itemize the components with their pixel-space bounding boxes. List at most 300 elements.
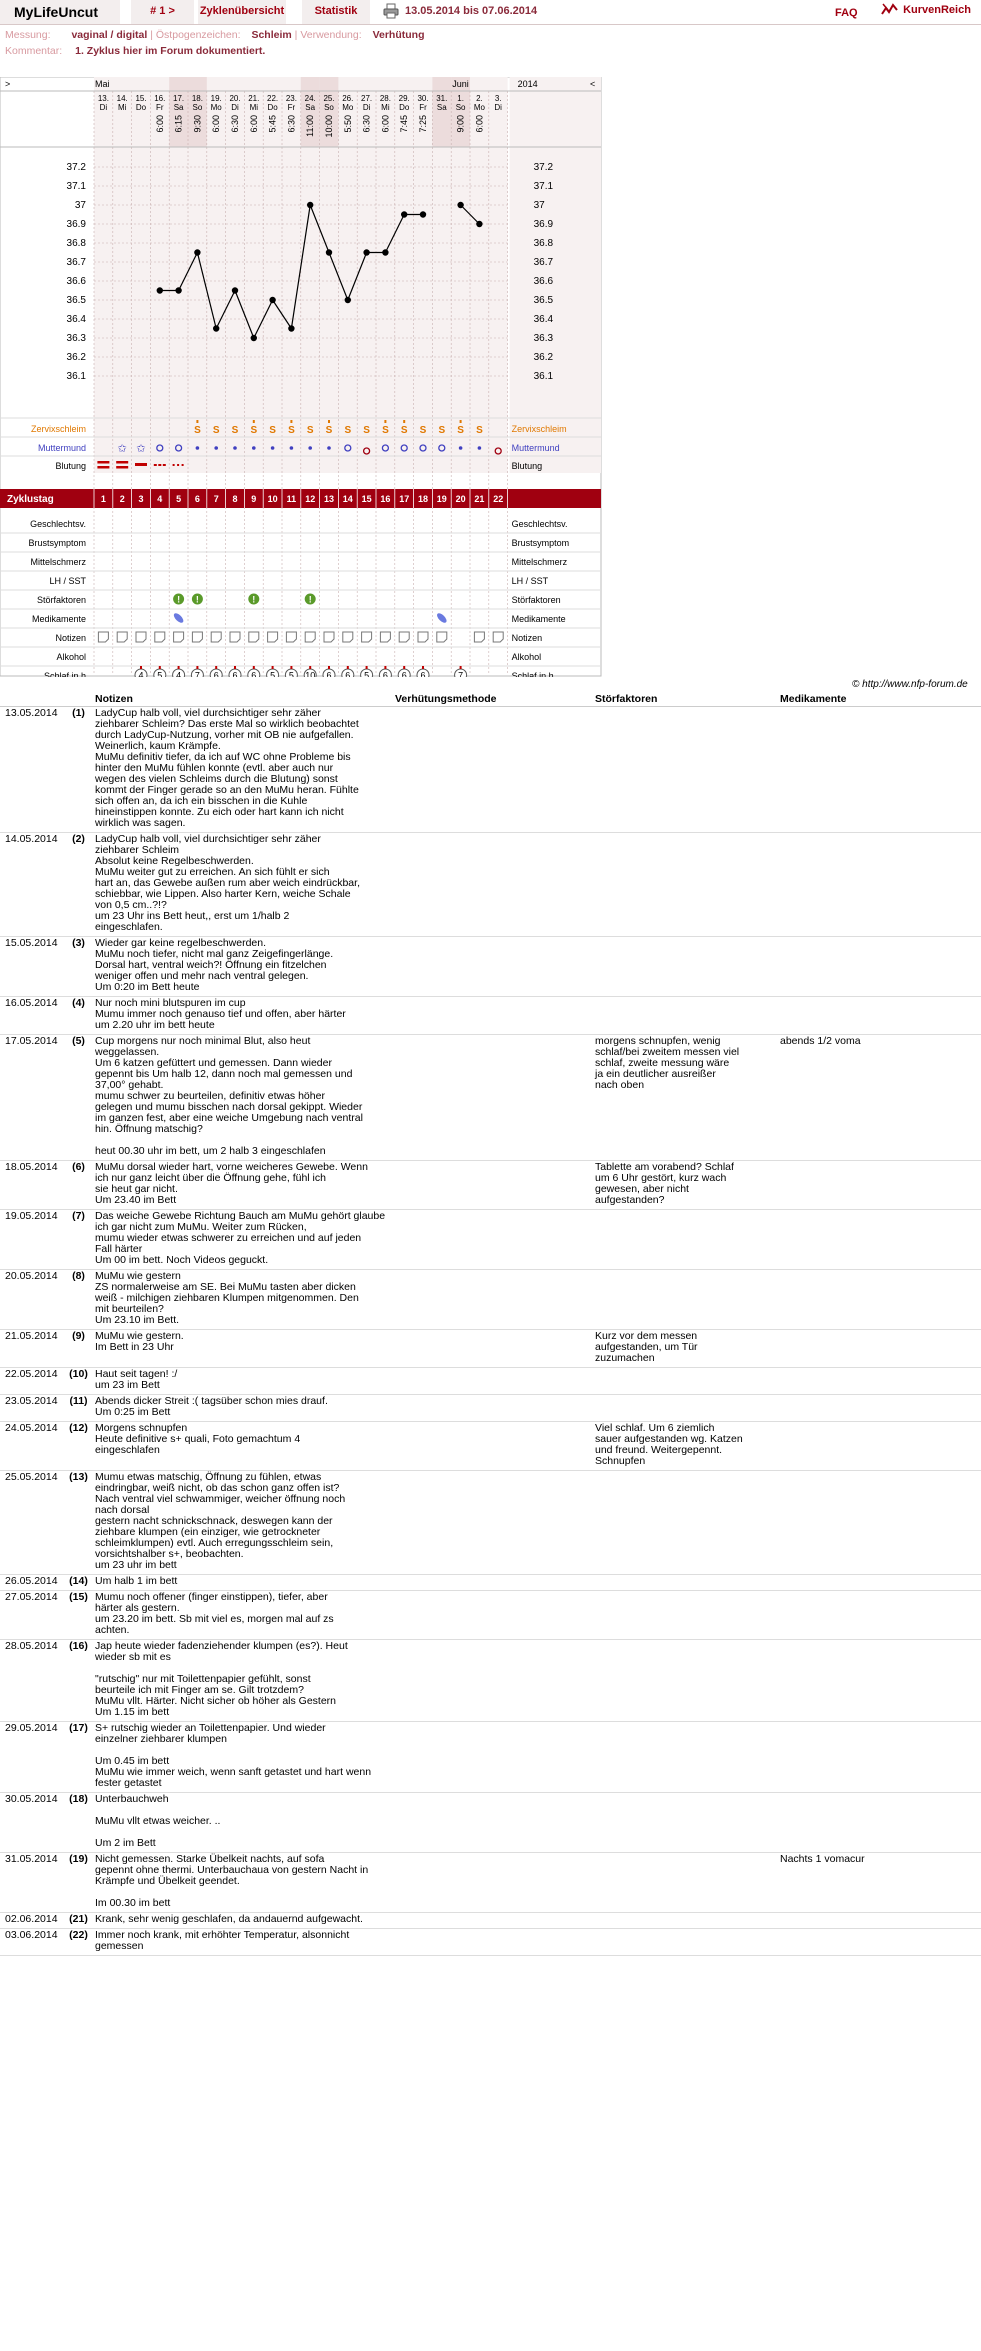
row-label-cervix-right: Muttermund [511,443,560,453]
weekday-label: So [192,103,203,112]
note-date: 13.05.2014 [0,707,65,833]
note-contraception [392,937,592,997]
cycle-day-number: 13 [323,494,335,504]
cervix-star-mark: ✩ [136,443,146,455]
y-tick-label-right: 36.9 [533,219,554,230]
notes-row [0,1270,981,1330]
weekday-label: So [324,103,334,112]
cervix-closed-mark [478,446,482,450]
note-text: Krank, sehr wenig geschlafen, da andauernd aufgewacht. [92,1913,392,1929]
weekday-label: Di [362,103,371,112]
note-disturbance [592,1471,777,1575]
y-tick-label: 36.9 [66,219,86,230]
note-cycle-day: (21) [65,1913,92,1929]
note-contraception [392,1270,592,1330]
y-tick-label: 36.7 [66,257,86,268]
note-medication [777,1591,981,1640]
note-disturbance [592,1722,777,1793]
note-medication [777,1640,981,1722]
cervical-mucus-mark: S [288,425,295,436]
note-cycle-day: (6) [65,1161,92,1210]
weekday-label: Mi [117,103,127,112]
temperature-point [476,221,482,227]
cycle-day-number: 14 [342,494,353,504]
measure-time: 7:25 [418,115,428,133]
notes-row [0,1330,981,1368]
row-label-right: Schlaf in h [511,671,554,677]
weekend-shade [169,77,188,147]
y-tick-label-right: 37 [533,200,545,211]
y-tick-label: 36.6 [66,276,86,287]
note-text: MuMu dorsal wieder hart, vorne weicheres Gewebe. Wenn ich nur ganz leicht über die Öffnung gehe, fühl ich sie heut gar nicht. Um 23.40 im Bett [92,1161,392,1210]
bleeding-bar [97,466,109,469]
measure-time: 5:50 [342,115,353,133]
day-number: 23. [285,94,297,103]
note-icon [286,632,296,642]
note-date: 16.05.2014 [0,997,65,1035]
note-date: 25.05.2014 [0,1471,65,1575]
cervical-mucus-mark: S [457,425,464,436]
note-contraception [392,707,592,833]
measure-time: 9:00 [455,115,466,133]
temperature-point [288,325,294,331]
cycle-day-number: 17 [399,494,410,504]
sleep-hours: 6 [232,670,238,677]
measure-time: 7:45 [399,115,410,133]
bleeding-dot [173,464,175,466]
cycle-day-number: 11 [286,494,297,504]
measure-time: 6:30 [361,115,372,133]
day-number: 26. [342,94,354,103]
cervical-mucus-mark: S [419,425,427,436]
temperature-point [213,325,219,331]
notes-row [0,1929,981,1956]
row-label-right: Medikamente [511,614,566,624]
note-text: Unterbauchweh MuMu vllt etwas weicher. .. Um 2 im Bett [92,1793,392,1853]
note-date: 22.05.2014 [0,1368,65,1395]
note-cycle-day: (17) [65,1722,92,1793]
weekday-label: Sa [173,103,184,112]
cycle-day-number: 1 [100,494,106,504]
note-cycle-day: (14) [65,1575,92,1591]
note-text: Wieder gar keine regelbeschwerden. MuMu noch tiefer, nicht mal ganz Zeigefingerlänge. Dorsal hart, ventral weich?! Öffnung ein fitzelchen weniger offen und mehr nach ventral gelegen. Um 0:20 im Bett heute [92,937,392,997]
day-number: 21. [248,94,260,103]
sleep-hours: 5 [157,670,163,677]
notes-column-header [65,692,92,707]
cervix-closed-mark [214,446,218,450]
weekday-label: Mi [381,103,390,112]
measure-time: 6:30 [230,115,240,133]
cycle-day-number: 9 [251,494,257,504]
weekday-label: Do [267,103,278,112]
day-number: 24. [304,94,316,103]
sleep-hours: 5 [364,670,370,677]
cervical-mucus-mark: S [438,425,446,436]
separator: | [294,29,298,41]
note-icon [136,632,146,642]
day-number: 29. [398,94,410,103]
note-disturbance [592,1270,777,1330]
y-tick-label: 36.5 [66,295,86,306]
notes-row [0,1640,981,1722]
note-disturbance: Tablette am vorabend? Schlaf um 6 Uhr gestört, kurz wach gewesen, aber nicht aufgestanden? [592,1161,777,1210]
bleeding-bar [135,463,147,466]
y-tick-label: 37.1 [66,181,86,192]
day-number: 3. [494,94,502,103]
weekday-label: Do [399,103,410,112]
y-tick-label: 36.1 [66,371,86,382]
temperature-point [345,297,351,303]
note-contraception [392,1161,592,1210]
notes-row [0,1368,981,1395]
sleep-hours: 7 [194,670,200,677]
note-medication [777,833,981,937]
cervical-mucus-mark: S [325,425,333,436]
note-text: MuMu wie gestern. Im Bett in 23 Uhr [92,1330,392,1368]
cervix-closed-mark [233,446,237,450]
y-tick-label-right: 36.1 [533,371,554,382]
comment-value: 1. Zyklus hier im Forum dokumentiert. [75,45,266,57]
tab-cycle-overview[interactable]: Zyklenübersicht [198,0,286,24]
nav-prev-arrow: > [5,79,11,89]
row-label: Störfaktoren [36,595,86,605]
sleep-marker-top [253,666,255,669]
cycle-day-number: 8 [232,494,238,504]
weekday-label: Mo [210,103,222,112]
note-icon [268,632,278,642]
notes-row [0,1913,981,1929]
note-medication [777,1270,981,1330]
measure-time: 10:00 [324,115,334,138]
sign-value: Schleim [251,29,292,41]
temperature-point [307,202,313,208]
note-icon [418,632,428,642]
temperature-point [157,287,163,293]
note-date: 03.06.2014 [0,1929,65,1956]
cervical-mucus-mark: S [400,425,408,436]
day-number: 19. [210,94,222,103]
faq-link[interactable]: FAQ [835,7,858,19]
note-disturbance [592,1368,777,1395]
note-medication [777,1210,981,1270]
row-label-right: Brustsymptom [511,538,570,548]
notes-row [0,1422,981,1471]
note-icon [324,632,334,642]
note-icon [305,632,315,642]
kurvenreich-logo[interactable] [880,2,971,18]
note-icon [493,632,503,642]
notes-column-header: Medikamente [777,692,981,707]
notes-row [0,1395,981,1422]
note-medication [777,707,981,833]
sleep-hours: 4 [176,670,182,677]
y-tick-label-right: 36.2 [533,352,554,363]
temperature-point [401,211,407,217]
note-cycle-day: (8) [65,1270,92,1330]
note-icon [399,632,409,642]
note-cycle-day: (1) [65,707,92,833]
notes-column-header: Störfaktoren [592,692,777,707]
weekday-label: Fr [419,103,427,112]
note-contraception [392,1330,592,1368]
printer-icon[interactable] [383,3,399,19]
cycle-number-nav[interactable]: # 1 > [131,0,194,24]
notes-row [0,1793,981,1853]
measure-time: 6:00 [154,115,165,133]
note-medication [777,1929,981,1956]
cervical-mucus-plus [253,420,255,423]
notes-column-header [0,692,65,707]
notes-row [0,1210,981,1270]
notes-column-header: Notizen [92,692,392,707]
cycle-day-number: 15 [361,494,372,504]
note-cycle-day: (16) [65,1640,92,1722]
sleep-marker-top [140,666,142,669]
note-medication [777,997,981,1035]
note-contraception [392,1913,592,1929]
note-text: Cup morgens nur noch minimal Blut, also heut weggelassen. Um 6 katzen gefüttert und gemessen. Dann wieder gepennt bis Um halb 12, dann noch mal gemessen und 37,00° gehabt. mumu schwer zu beurteilen, definitiv etwas höher gelegen und mumu bisschen nach dorsal gekippt. Wieder im ganzen fest, aber eine weiche Umgebung nach ventral hin. Öffnung matschig? heut 00.30 uhr im bett, um 2 halb 3 eingeschlafen [92,1035,392,1161]
note-text: Nur noch mini blutspuren im cup Mumu immer noch genauso tief und offen, aber härter um 2.20 uhr im bett heute [92,997,392,1035]
day-number: 17. [173,94,185,103]
sleep-hours: 6 [382,670,388,677]
measure-time: 5:45 [267,115,278,133]
note-disturbance [592,1395,777,1422]
cervix-star-mark: ✩ [117,443,127,455]
note-medication: Nachts 1 vomacur [777,1853,981,1913]
note-date: 21.05.2014 [0,1330,65,1368]
cervical-mucus-mark: S [231,425,239,436]
note-cycle-day: (10) [65,1368,92,1395]
measure-time: 6:00 [474,115,485,133]
notes-row [0,1722,981,1793]
note-date: 02.06.2014 [0,1913,65,1929]
notes-column-header: Verhütungsmethode [392,692,592,707]
note-cycle-day: (15) [65,1591,92,1640]
cervical-mucus-mark: S [306,425,314,436]
temperature-point [457,202,463,208]
cervical-mucus-mark: S [250,425,258,436]
day-number: 20. [229,94,241,103]
note-disturbance [592,1793,777,1853]
row-label-right: Geschlechtsv. [511,519,568,529]
row-label: Mittelschmerz [30,557,86,567]
note-disturbance [592,1640,777,1722]
note-medication [777,1368,981,1395]
note-contraception [392,1368,592,1395]
row-label-bleeding: Blutung [55,461,86,471]
cervix-closed-mark [252,446,256,450]
note-medication [777,1722,981,1793]
note-cycle-day: (18) [65,1793,92,1853]
note-text: Das weiche Gewebe Richtung Bauch am MuMu gehört glaube ich gar nicht zum MuMu. Weiter zum Rücken, mumu wieder etwas schwerer zu erreichen und auf jeden Fall härter Um 00 im bett. Noch Videos geguckt. [92,1210,392,1270]
y-tick-label-right: 36.5 [533,295,554,306]
sleep-hours: 6 [326,670,332,677]
note-date: 31.05.2014 [0,1853,65,1913]
cervix-closed-mark [459,446,463,450]
cervical-mucus-plus [328,420,330,423]
row-label-right: Alkohol [511,652,542,662]
measure-time: 6:15 [173,115,184,133]
row-label-right: Störfaktoren [511,595,561,605]
sleep-marker-top [272,666,274,669]
row-label-right: LH / SST [511,576,549,586]
date-range: 13.05.2014 bis 07.06.2014 [405,5,538,17]
day-number: 28. [379,94,391,103]
sleep-hours: 6 [345,670,351,677]
note-date: 17.05.2014 [0,1035,65,1161]
cervical-mucus-mark: S [382,425,389,436]
cycle-day-number: 2 [119,494,125,504]
cycle-day-number: 5 [176,494,182,504]
sleep-marker-top [234,666,236,669]
sleep-marker-top [328,666,330,669]
row-label: Alkohol [56,652,86,662]
note-contraception [392,1929,592,1956]
cycle-day-number: 7 [213,494,219,504]
temperature-point [251,335,257,341]
day-number: 15. [135,94,147,103]
sleep-marker-top [290,666,292,669]
note-cycle-day: (19) [65,1853,92,1913]
note-icon [155,632,165,642]
usage-label: Verwendung: [300,29,362,41]
cervical-mucus-plus [290,420,292,423]
cervical-mucus-mark: S [476,425,483,436]
cervix-closed-mark [327,446,331,450]
note-text: Immer noch krank, mit erhöhter Temperatur, alsonnicht gemessen [92,1929,392,1956]
cycle-chart-svg [0,77,602,677]
cycle-day-number: 10 [267,494,278,504]
disturbance-icon-mark: ! [308,594,312,605]
note-icon [211,632,221,642]
measure-time: 6:00 [211,115,222,133]
note-cycle-day: (4) [65,997,92,1035]
row-label: LH / SST [49,576,86,586]
note-disturbance [592,937,777,997]
sleep-marker-top [366,666,368,669]
notes-row [0,707,981,833]
separator: | [150,29,153,41]
cervical-mucus-mark: S [194,425,201,436]
bleeding-bar [116,461,128,464]
cycle-day-number: 3 [138,494,144,504]
sleep-marker-top [347,666,349,669]
note-cycle-day: (7) [65,1210,92,1270]
note-cycle-day: (13) [65,1471,92,1575]
note-text: Mumu etwas matschig, Öffnung zu fühlen, etwas eindringbar, weiß nicht, ob das schon ganz offen ist? Nach ventral viel schwammiger, weicher öffnung noch nach dorsal gestern nacht schnickschnack, deswegen kann der ziehbare klumpen (ein einziger, wie getrockneter schleimklumpen) evtl. Auch erregungsschleim sein, vorsichtshalber s+, beobachten. um 23 uhr im bett [92,1471,392,1575]
note-contraception [392,997,592,1035]
sign-label: Östpogenzeichen: [155,29,241,41]
weekday-label: Di [99,103,108,112]
cycle-day-number: 6 [194,494,200,504]
note-icon [474,632,484,642]
note-date: 19.05.2014 [0,1210,65,1270]
cycle-day-number: 22 [493,494,504,504]
cycle-day-number: 4 [157,494,163,504]
cycle-chart [0,77,602,677]
y-tick-label-right: 36.7 [533,257,554,268]
temperature-point [363,249,369,255]
note-icon [343,632,353,642]
weekday-label: So [455,103,466,112]
cervix-closed-mark [196,446,200,450]
cycle-meta-line [5,29,424,41]
note-text: LadyCup halb voll, viel durchsichtiger sehr zäher ziehbarer Schleim? Das erste Mal so wirklich beobachtet durch LadyCup-Nutzung, vorher mit OB nie aufgefallen. Weinerlich, kaum Krämpfe. MuMu definitiv tiefer, da ich auf WC ohne Probleme bis hinter den MuMu fühlen konnte (evtl. aber auch nur wegen des vielen Schleims durch die Blutung) sonst kommt der Finger gerade so an den MuMu heran. Fühlte sich offen an, da ich ein bisschen in die Kuhle hineinstippen konnte. Zu eich oder hart kann ich nicht wirklich was sagen. [92,707,392,833]
notes-table [0,692,981,1956]
note-disturbance [592,1913,777,1929]
temperature-point [382,249,388,255]
day-number: 25. [323,94,335,103]
day-number: 16. [154,94,166,103]
note-disturbance [592,707,777,833]
sleep-hours: 6 [213,670,219,677]
cervical-mucus-plus [460,420,462,423]
note-icon [437,632,447,642]
note-date: 29.05.2014 [0,1722,65,1793]
bleeding-dot [154,464,157,466]
cervical-mucus-plus [196,420,198,423]
sleep-hours: 6 [251,670,257,677]
y-tick-label-right: 36.4 [533,314,554,325]
note-text: Abends dicker Streit :( tagsüber schon mies drauf. Um 0:25 im Bett [92,1395,392,1422]
temperature-point [194,249,200,255]
bleeding-dot [158,464,161,466]
note-cycle-day: (11) [65,1395,92,1422]
note-contraception [392,1591,592,1640]
measure-time: 6:00 [380,115,391,133]
sleep-hours: 10 [305,670,316,677]
sleep-marker-top [403,666,405,669]
temperature-point [420,211,426,217]
cervical-mucus-mark: S [363,425,370,436]
measure-time: 9:30 [192,115,203,133]
day-number: 31. [436,94,448,103]
note-contraception [392,1575,592,1591]
temperature-point [269,297,275,303]
note-cycle-day: (9) [65,1330,92,1368]
nav-next-arrow: < [590,79,596,89]
measure-time: 11:00 [305,115,316,137]
sleep-marker-top [384,666,386,669]
cervical-mucus-mark: S [269,425,276,436]
note-cycle-day: (22) [65,1929,92,1956]
month-label-june: Juni [452,79,469,89]
note-medication [777,1471,981,1575]
note-medication [777,1422,981,1471]
day-number: 18. [191,94,203,103]
note-contraception [392,1422,592,1471]
cycle-day-number: 18 [417,494,429,504]
sleep-hours: 4 [138,670,144,677]
note-icon [98,632,108,642]
sleep-marker-top [215,666,217,669]
tab-statistics[interactable]: Statistik [302,0,370,24]
bleeding-dot [177,464,179,466]
cervical-mucus-plus [384,420,386,423]
note-icon [380,632,390,642]
notes-body [0,707,981,1956]
note-date: 24.05.2014 [0,1422,65,1471]
note-medication [777,1395,981,1422]
row-label-cervical: Zervixschleim [30,424,86,434]
note-disturbance [592,1591,777,1640]
note-icon [174,632,184,642]
note-contraception [392,1722,592,1793]
note-date: 18.05.2014 [0,1161,65,1210]
sleep-hours: 6 [420,670,426,677]
sleep-hours: 5 [288,670,294,677]
bleeding-dot [182,464,184,466]
